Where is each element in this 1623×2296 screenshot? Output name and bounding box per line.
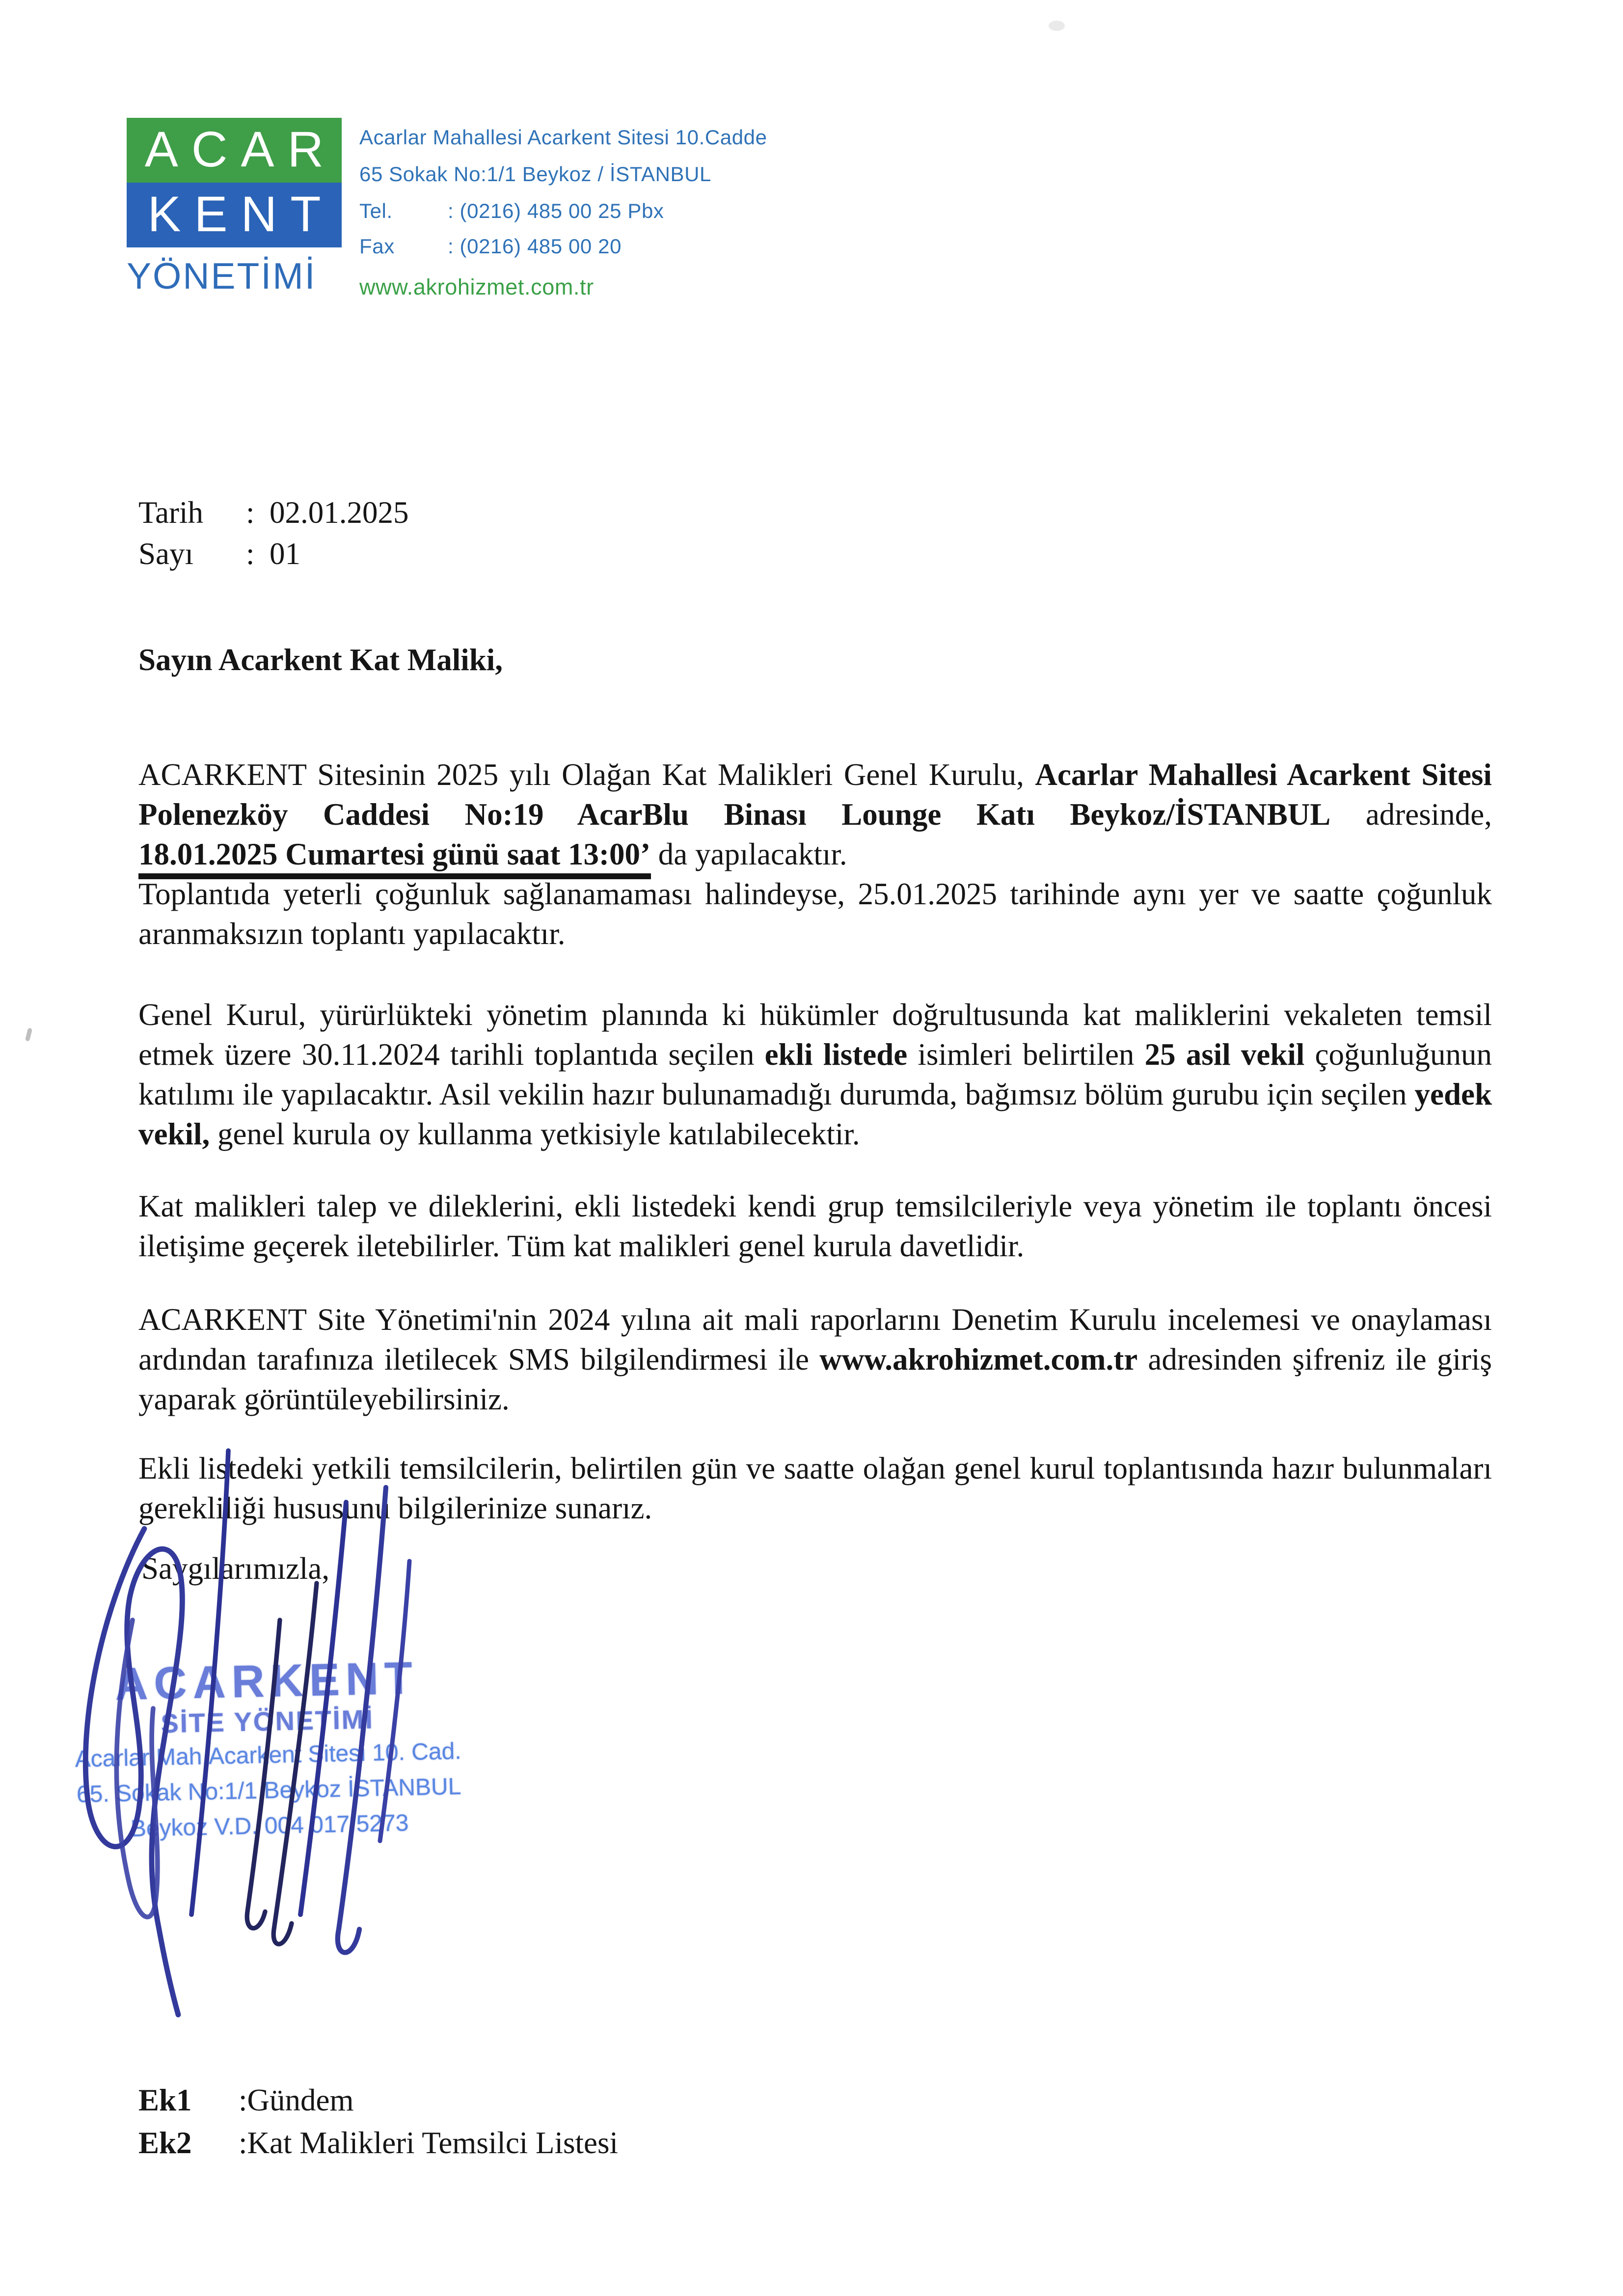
signature-stroke: [85, 1529, 182, 2015]
logo-kent-text: KENT: [147, 187, 334, 243]
paragraph-5: Ekli listedeki yetkili temsilcilerin, belirtilen gün ve saatte olağan genel kurul toplantısında hazır bulunmaları gerekliliği hususunu bilgilerinize sunarız.: [138, 1451, 1492, 1526]
signature-strokes: [85, 1451, 409, 2015]
attachments-list: [138, 2080, 618, 2165]
stamp-tax-line: Beykoz V.D. 004 017 5273: [130, 1811, 409, 1842]
scan-ink-speck: [25, 1027, 32, 1041]
number-row: [138, 533, 409, 574]
letterhead-address-line1: Acarlar Mahallesi Acarkent Sitesi 10.Cadde: [359, 125, 767, 149]
paragraph-4: [138, 1300, 1492, 1420]
fax-label: Fax: [359, 234, 395, 258]
bold-website-url: www.akrohizmet.com.tr: [819, 1342, 1138, 1377]
logo-yonetimi-text: YÖNETİMİ: [127, 256, 317, 297]
text-run: genel kurula oy kullanma yetkisiyle katılabilecektir.: [210, 1116, 860, 1152]
signature-stroke: [338, 1487, 386, 1952]
stamp-subtitle: SİTE YÖNETİMİ: [161, 1704, 375, 1739]
fax-value: : (0216) 485 00 20: [448, 234, 622, 258]
text-run: çoğunluğunun katılımı ile yapılacaktır. Asil vekilin hazır bulunamadığı durumda, bağımsız bölüm gurubu için seçilen: [138, 1037, 1492, 1112]
text-run: ACARKENT Site Yönetimi'nin 2024 yılına ait mali raporlarını Denetim Kurulu incelemesi ve onaylaması ardından tarafınıza iletilecek SMS bilgilendirmesi ile: [138, 1302, 1492, 1377]
paragraph-1-continuation: Toplantıda yeterli çoğunluk sağlanamaması halindeyse, 25.01.2025 tarihinde aynı yer ve saatte çoğunluk aranmaksızın toplantı yapılacaktır.: [138, 876, 1492, 951]
stamp-address-line1: Acarlar Mah.Acarkent Sitesi 10. Cad.: [75, 1739, 462, 1773]
letterhead: [127, 118, 767, 300]
stamp-address-line2: 65. Sokak No:1/1 Beykoz İSTANBUL: [76, 1775, 461, 1809]
attachment-row-2: [138, 2122, 618, 2165]
letter-meta: [138, 492, 409, 574]
logo-acar-box: [127, 118, 342, 183]
text-run: adresinden şifreniz ile giriş yaparak görüntüleyebilirsiniz.: [138, 1342, 1492, 1417]
ek1-value: :Gündem: [239, 2082, 354, 2118]
logo-acar-text: ACAR: [144, 122, 337, 178]
scan-smudge: [1049, 21, 1065, 31]
signature-scribble: [44, 1443, 457, 2018]
number-label: Sayı: [138, 536, 194, 571]
letterhead-fax-row: [359, 228, 767, 264]
paragraph-3: Kat malikleri talep ve dileklerini, ekli listedeki kendi grup temsilcileriyle veya yönetim ile toplantı öncesi iletişime geçerek iletebilirler. Tüm kat malikleri genel kurula davetlidir.: [138, 1189, 1492, 1264]
text-run: isimleri belirtilen: [907, 1037, 1145, 1072]
bold-yedek-vekil: yedek vekil,: [138, 1077, 1492, 1152]
date-row: [138, 492, 409, 533]
letterhead-contact: [359, 118, 767, 300]
text-run: adresinde,: [1330, 797, 1492, 832]
closing-salutation: Saygılarımızla,: [141, 1551, 330, 1586]
attachment-row-1: [138, 2080, 618, 2122]
date-value: 02.01.2025: [270, 495, 409, 530]
bold-meeting-address: Acarlar Mahallesi Acarkent Sitesi Polenezköy Caddesi No:19 AcarBlu Binası Lounge Katı Beykoz/İSTANBUL: [138, 757, 1492, 832]
letterhead-address-line2: 65 Sokak No:1/1 Beykoz / İSTANBUL: [359, 162, 712, 186]
logo-kent-box: [127, 183, 342, 247]
ek1-label: Ek1: [138, 2082, 192, 2118]
date-colon: :: [246, 495, 255, 530]
stamp-company-name: ACARKENT: [114, 1652, 419, 1710]
text-run: da yapılacaktır.: [650, 837, 847, 872]
letterhead-website: www.akrohizmet.com.tr: [359, 275, 594, 300]
ek2-value: :Kat Malikleri Temsilci Listesi: [239, 2125, 619, 2161]
signature-stroke: [380, 1561, 409, 1841]
number-colon: :: [246, 536, 255, 571]
letterhead-tel-row: [359, 193, 767, 228]
signature-stroke: [300, 1502, 346, 1915]
paragraph-2: [138, 996, 1492, 1155]
salutation: Sayın Acarkent Kat Maliki,: [138, 642, 503, 677]
ek2-label: Ek2: [138, 2125, 192, 2161]
tel-value: : (0216) 485 00 25 Pbx: [448, 199, 664, 222]
text-run: ACARKENT Sitesinin 2025 yılı Olağan Kat Malikleri Genel Kurulu,: [138, 757, 1035, 792]
signature-stroke: [191, 1451, 228, 1915]
bold-ekli-listede: ekli listede: [764, 1037, 908, 1072]
text-run: Genel Kurul, yürürlükteki yönetim planında ki hükümler doğrultusunda kat maliklerini vekaleten temsil etmek üzere 30.11.2024 tarihli toplantıda seçilen: [138, 997, 1492, 1072]
tel-label: Tel.: [359, 199, 393, 222]
signature-stroke: [247, 1620, 280, 1928]
paragraph-1-datetime-line: [138, 835, 1492, 875]
number-value: 01: [270, 536, 300, 571]
date-label: Tarih: [138, 495, 204, 530]
paragraph-1-intro: [138, 756, 1492, 835]
acarkent-logo: [127, 118, 342, 300]
bold-25-asil-vekil: 25 asil vekil: [1144, 1037, 1305, 1072]
underlined-meeting-datetime: 18.01.2025 Cumartesi günü saat 13:00’: [138, 837, 650, 879]
